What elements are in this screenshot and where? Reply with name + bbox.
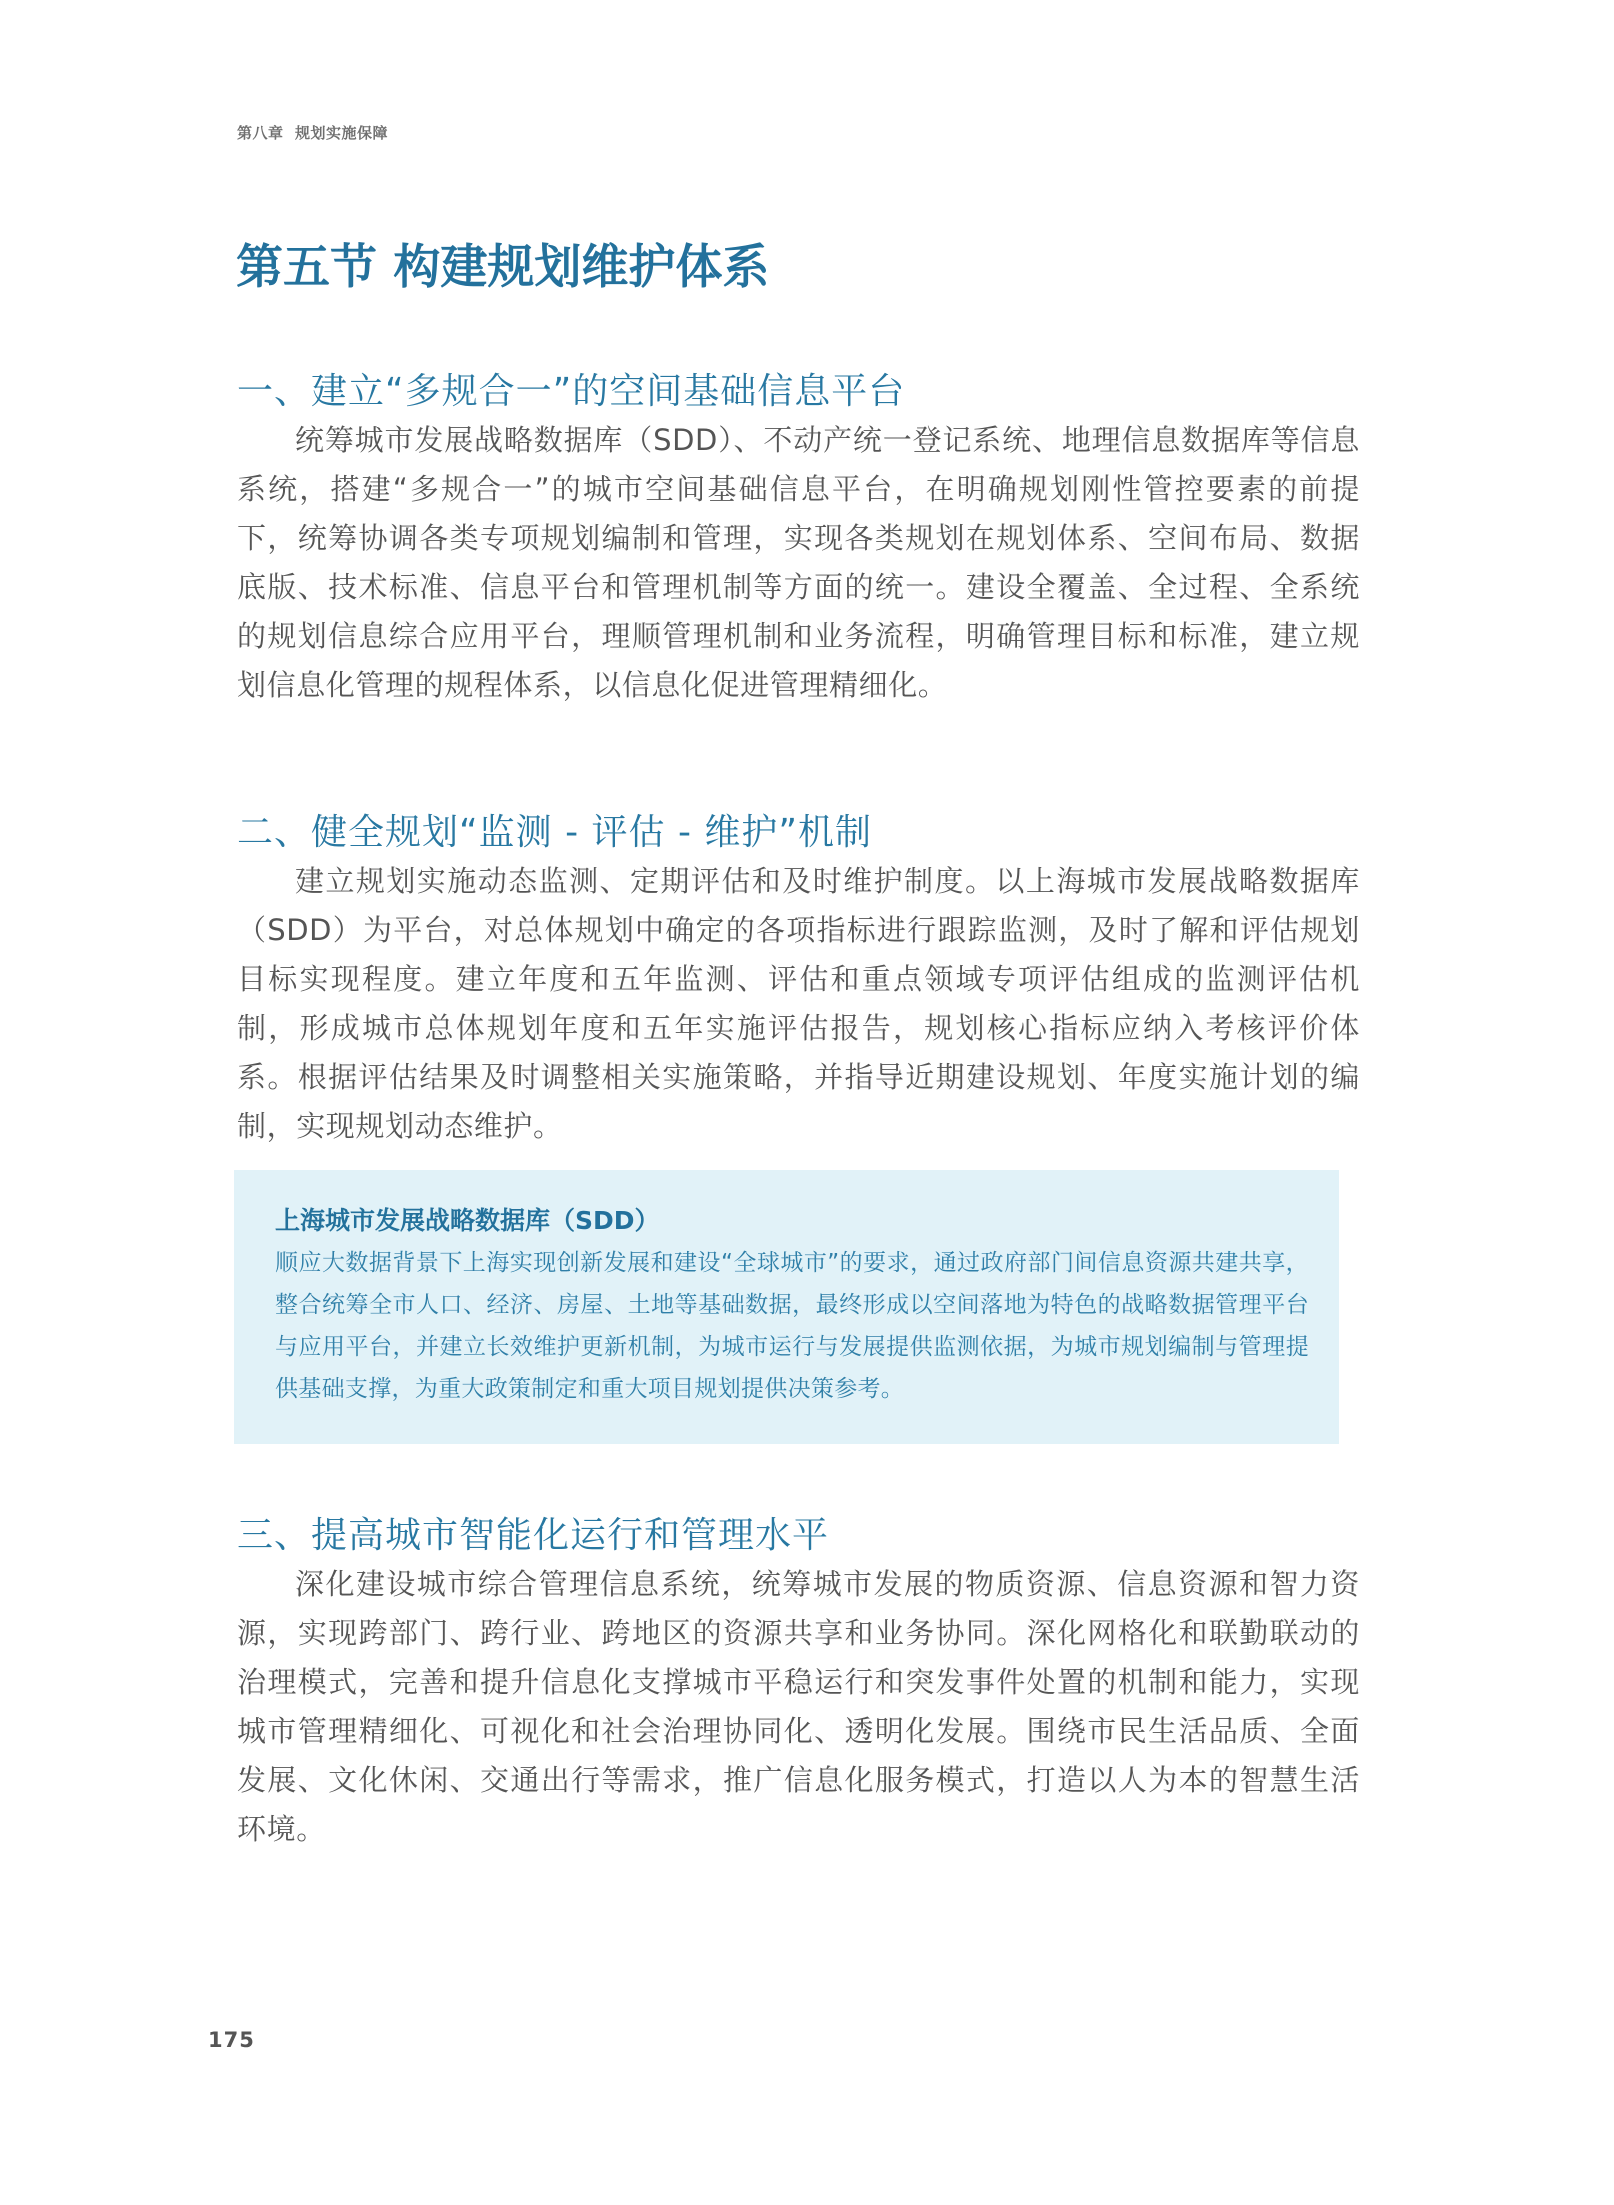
section-title: 第五节 构建规划维护体系: [236, 240, 770, 295]
subsection-body: 深化建设城市综合管理信息系统，统筹城市发展的物质资源、信息资源和智力资源，实现跨部门、跨行业、跨地区的资源共享和业务协同。深化网格化和联勤联动的治理模式，完善和提升信息化支撑城市平稳运行和突发事件处置的机制和能力，实现城市管理精细化、可视化和社会治理协同化、透明化发展。围绕市民生活品质、全面发展、文化休闲、交通出行等需求，推广信息化服务模式，打造以人为本的智慧生活环境。: [237, 1567, 1360, 1846]
page-number: 175: [208, 2028, 255, 2052]
subsection-heading: 二、健全规划“监测 - 评估 - 维护”机制: [237, 812, 873, 853]
running-header-chapter: 第八章 规划实施保障: [237, 124, 388, 142]
subsection-body: 建立规划实施动态监测、定期评估和及时维护制度。以上海城市发展战略数据库（SDD）为平台，对总体规划中确定的各项指标进行跟踪监测，及时了解和评估规划目标实现程度。建立年度和五年监测、评估和重点领域专项评估组成的监测评估机制，形成城市总体规划年度和五年实施评估报告，规划核心指标应纳入考核评价体系。根据评估结果及时调整相关实施策略，并指导近期建设规划、年度实施计划的编制，实现规划动态维护。: [237, 864, 1360, 1143]
subsection-body: 统筹城市发展战略数据库（SDD）、不动产统一登记系统、地理信息数据库等信息系统，搭建“多规合一”的城市空间基础信息平台，在明确规划刚性管控要素的前提下，统筹协调各类专项规划编制和管理，实现各类规划在规划体系、空间布局、数据底版、技术标准、信息平台和管理机制等方面的统一。建设全覆盖、全过程、全系统的规划信息综合应用平台，理顺管理机制和业务流程，明确管理目标和标准，建立规划信息化管理的规程体系，以信息化促进管理精细化。: [237, 423, 1360, 702]
callout-title: 上海城市发展战略数据库（SDD）: [275, 1206, 660, 1235]
subsection-1: [237, 368, 1360, 710]
subsection-3: [237, 1512, 1360, 1854]
subsection-heading: 一、建立“多规合一”的空间基础信息平台: [237, 371, 906, 412]
subsection-2: [237, 809, 1360, 1151]
callout-box-sdd: [234, 1170, 1339, 1444]
subsection-heading: 三、提高城市智能化运行和管理水平: [237, 1515, 830, 1556]
callout-body: 顺应大数据背景下上海实现创新发展和建设“全球城市”的要求，通过政府部门间信息资源共建共享，整合统筹全市人口、经济、房屋、土地等基础数据，最终形成以空间落地为特色的战略数据管理平台与应用平台，并建立长效维护更新机制，为城市运行与发展提供监测依据，为城市规划编制与管理提供基础支撑，为重大政策制定和重大项目规划提供决策参考。: [275, 1250, 1309, 1402]
